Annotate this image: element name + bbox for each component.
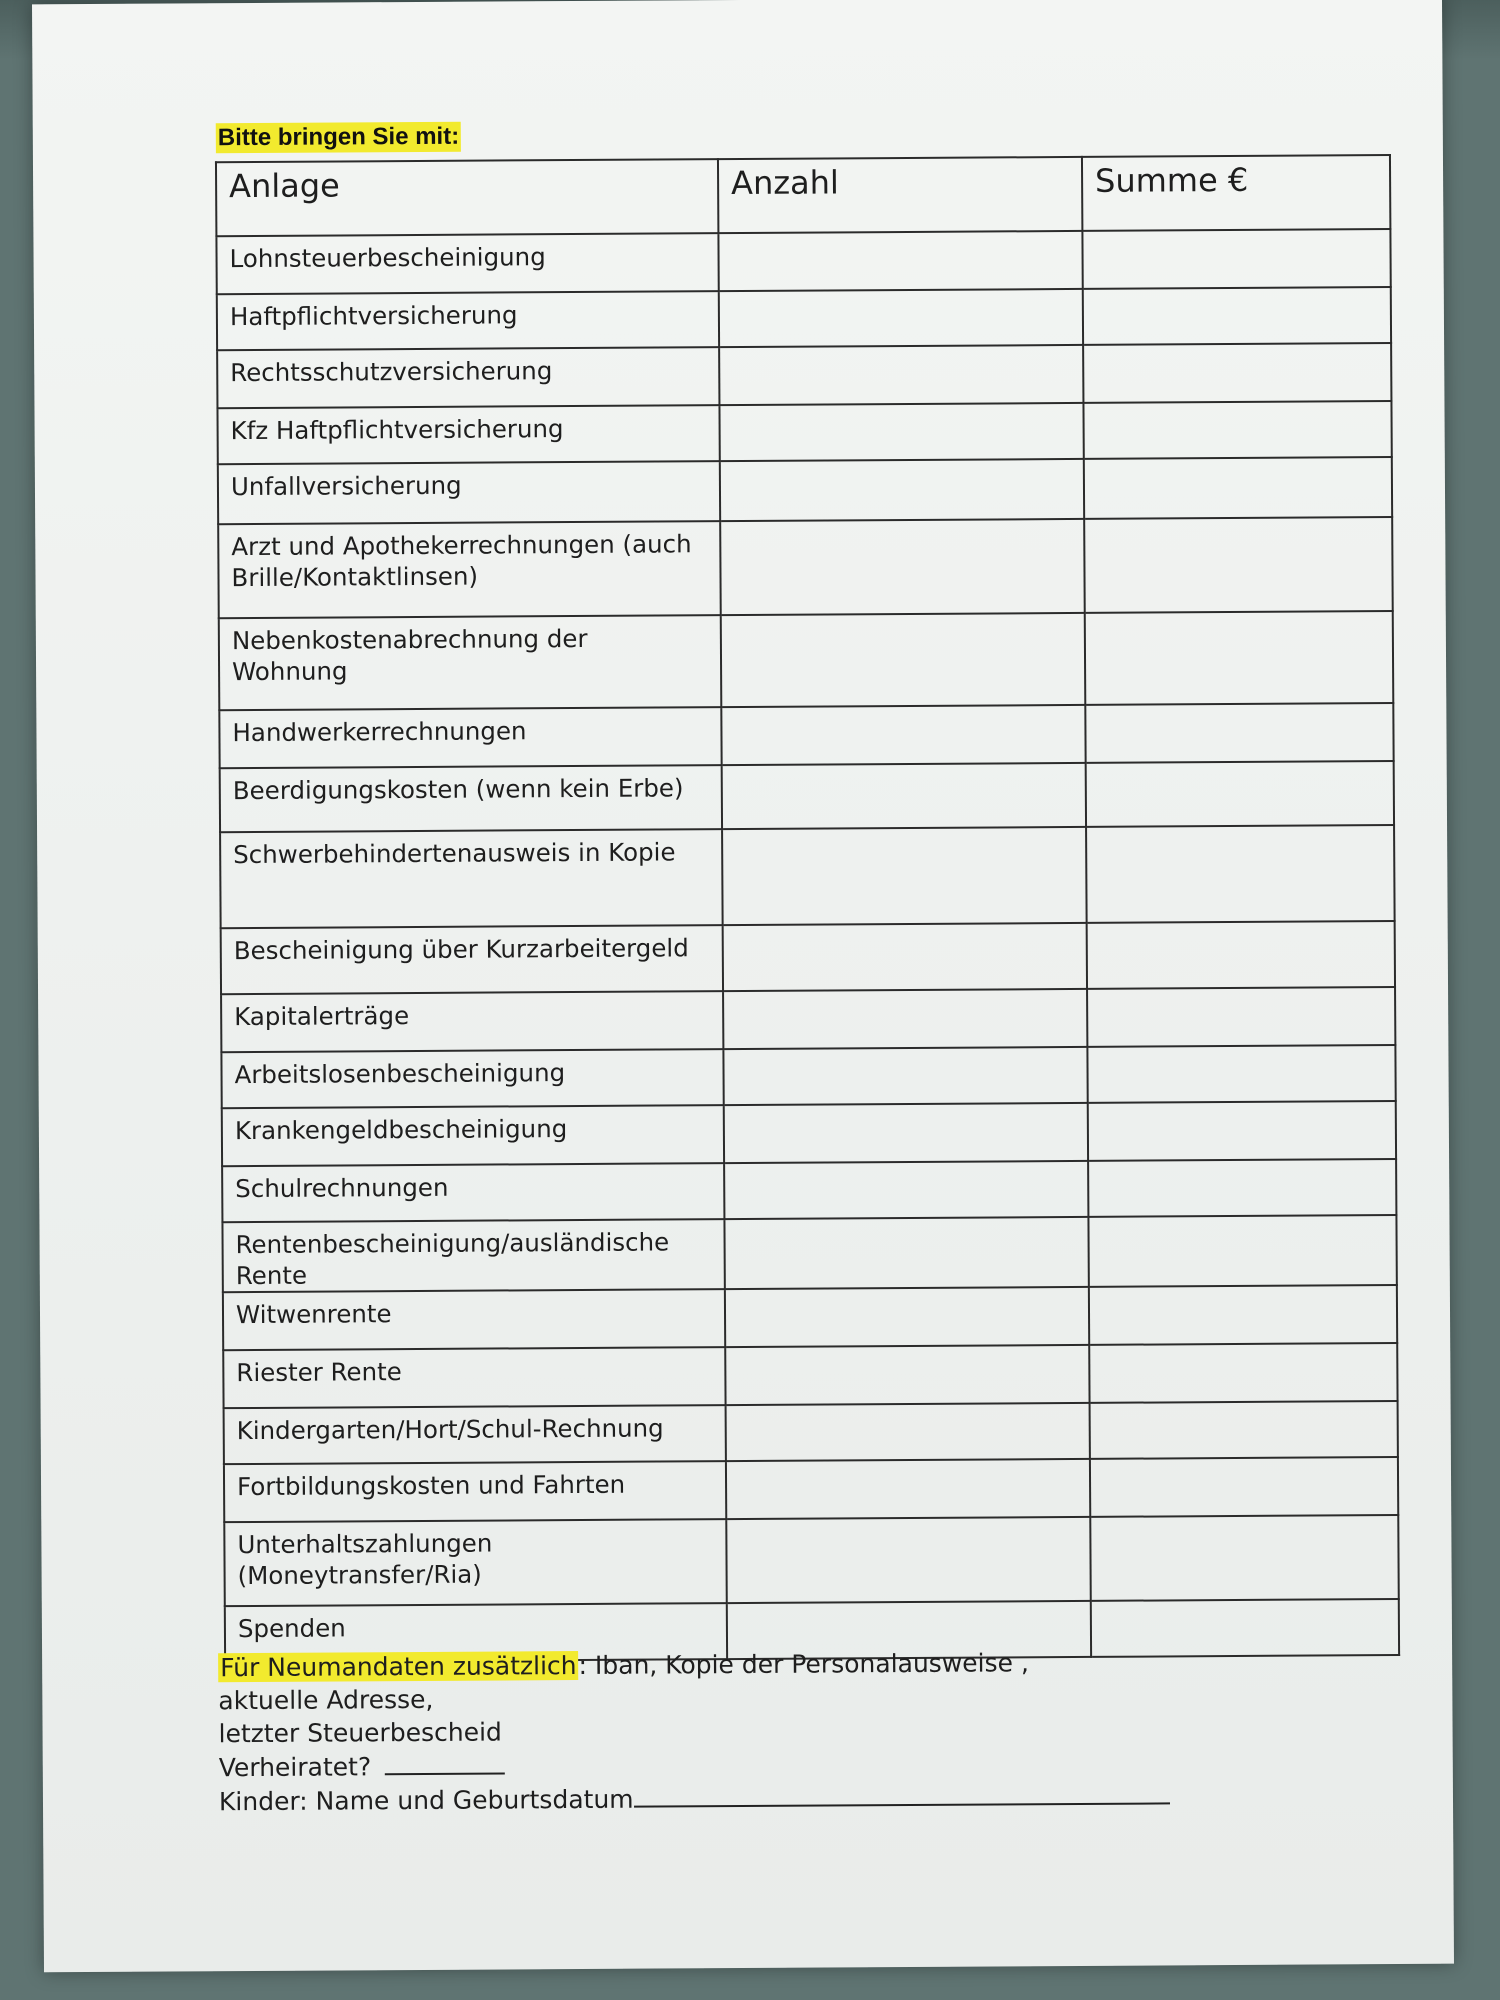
- row-label: Haftpflichtversicherung: [217, 291, 719, 350]
- row-label: Riester Rente: [223, 1347, 725, 1408]
- row-label: Spenden: [225, 1603, 727, 1662]
- table-row: [217, 401, 1391, 464]
- row-label: Lohnsteuerbescheinigung: [216, 233, 718, 294]
- table-row: [217, 343, 1391, 408]
- summe-cell: [1089, 1343, 1397, 1403]
- anzahl-cell: [722, 763, 1086, 829]
- table-row: [221, 921, 1395, 994]
- summe-cell: [1088, 1159, 1396, 1217]
- summe-cell: [1084, 457, 1392, 519]
- table-row: [224, 1457, 1398, 1522]
- anzahl-cell: [720, 459, 1084, 521]
- table-row: [219, 611, 1394, 710]
- anzahl-cell: [721, 613, 1086, 707]
- anzahl-cell: [722, 827, 1087, 925]
- row-label: Unterhaltszahlungen (Moneytransfer/Ria): [224, 1519, 727, 1606]
- table-row: [220, 825, 1395, 928]
- summe-cell: [1083, 287, 1391, 345]
- anzahl-cell: [723, 989, 1087, 1049]
- page-heading: Bitte bringen Sie mit:: [216, 122, 462, 153]
- row-label: Krankengeldbescheinigung: [222, 1105, 724, 1166]
- header-anlage: Anlage: [216, 159, 718, 236]
- table-row: [216, 229, 1390, 294]
- row-label: Arzt und Apothekerrechnungen (auch Brille/Kontaktlinsen): [218, 521, 721, 618]
- summe-cell: [1083, 401, 1391, 459]
- header-summe: Summe €: [1082, 155, 1390, 231]
- summe-cell: [1087, 921, 1395, 989]
- footer-line-3: letzter Steuerbescheid: [218, 1717, 502, 1749]
- table-row: [218, 517, 1393, 618]
- table-row: [223, 1285, 1397, 1350]
- row-label: Schulrechnungen: [222, 1163, 724, 1222]
- summe-cell: [1083, 343, 1391, 403]
- summe-cell: [1090, 1515, 1399, 1601]
- anzahl-cell: [725, 1345, 1089, 1405]
- anzahl-cell: [726, 1459, 1090, 1519]
- highlighted-label: Für Neumandaten zusätzlich: [218, 1651, 579, 1682]
- summe-cell: [1087, 1045, 1395, 1103]
- anzahl-cell: [724, 1217, 1088, 1289]
- anzahl-cell: [725, 1287, 1089, 1347]
- row-label: Unfallversicherung: [218, 461, 720, 524]
- table-row: [222, 1159, 1396, 1222]
- table-row: [218, 457, 1392, 524]
- anzahl-cell: [719, 289, 1083, 347]
- summe-cell: [1086, 761, 1394, 827]
- new-client-notes: [218, 1644, 1319, 1818]
- row-label: Kindergarten/Hort/Schul-Rechnung: [224, 1405, 726, 1464]
- documents-table: [215, 154, 1400, 1663]
- row-label: Nebenkostenabrechnung der Wohnung: [219, 615, 722, 710]
- row-label: Kfz Haftpflichtversicherung: [217, 405, 719, 464]
- summe-cell: [1088, 1101, 1396, 1161]
- summe-cell: [1085, 703, 1393, 763]
- table-row: [224, 1515, 1398, 1606]
- row-label: Rentenbescheinigung/ausländische Rente: [222, 1219, 724, 1292]
- table-header-row: [216, 155, 1390, 236]
- table-row: [219, 703, 1393, 768]
- table-row: [223, 1343, 1397, 1408]
- table-row: [221, 1045, 1395, 1108]
- row-label: Fortbildungskosten und Fahrten: [224, 1461, 726, 1522]
- anzahl-cell: [721, 705, 1085, 765]
- summe-cell: [1082, 229, 1390, 289]
- summe-cell: [1086, 825, 1395, 923]
- summe-cell: [1090, 1457, 1398, 1517]
- footer-line-1-text: : Iban, Kopie der Personalausweise ,: [578, 1648, 1029, 1681]
- row-label: Arbeitslosenbescheinigung: [221, 1049, 723, 1108]
- married-label: Verheiratet?: [218, 1752, 372, 1783]
- table-row: [221, 987, 1395, 1052]
- header-anzahl: Anzahl: [718, 157, 1082, 233]
- footer-line-2: aktuelle Adresse,: [218, 1684, 434, 1716]
- children-blank-line: [633, 1778, 1169, 1807]
- footer-line-5: [219, 1777, 1319, 1818]
- anzahl-cell: [719, 403, 1083, 461]
- table-row: [224, 1401, 1398, 1464]
- summe-cell: [1087, 987, 1395, 1047]
- table-body: [216, 229, 1399, 1662]
- summe-cell: [1084, 517, 1393, 613]
- anzahl-cell: [720, 519, 1085, 615]
- row-label: Rechtsschutzversicherung: [217, 347, 719, 408]
- anzahl-cell: [719, 345, 1083, 405]
- row-label: Bescheinigung über Kurzarbeitergeld: [221, 925, 723, 994]
- anzahl-cell: [723, 1047, 1087, 1105]
- row-label: Witwenrente: [223, 1289, 725, 1350]
- paper-sheet: [32, 0, 1454, 1972]
- summe-cell: [1089, 1285, 1397, 1345]
- table-row: [222, 1101, 1396, 1166]
- anzahl-cell: [724, 1103, 1088, 1163]
- summe-cell: [1088, 1215, 1396, 1287]
- table-row: [217, 287, 1391, 350]
- row-label: Beerdigungskosten (wenn kein Erbe): [220, 765, 722, 832]
- row-label: Schwerbehindertenausweis in Kopie: [220, 829, 723, 928]
- anzahl-cell: [723, 923, 1087, 991]
- anzahl-cell: [718, 231, 1082, 291]
- table-row: [220, 761, 1394, 832]
- summe-cell: [1090, 1401, 1398, 1459]
- row-label: Handwerkerrechnungen: [219, 707, 721, 768]
- table-row: [222, 1215, 1396, 1292]
- row-label: Kapitalerträge: [221, 991, 723, 1052]
- anzahl-cell: [724, 1161, 1088, 1219]
- summe-cell: [1085, 611, 1394, 705]
- anzahl-cell: [726, 1517, 1091, 1603]
- married-blank-line: [385, 1748, 505, 1775]
- children-label: Kinder: Name und Geburtsdatum: [218, 1784, 634, 1817]
- anzahl-cell: [726, 1403, 1090, 1461]
